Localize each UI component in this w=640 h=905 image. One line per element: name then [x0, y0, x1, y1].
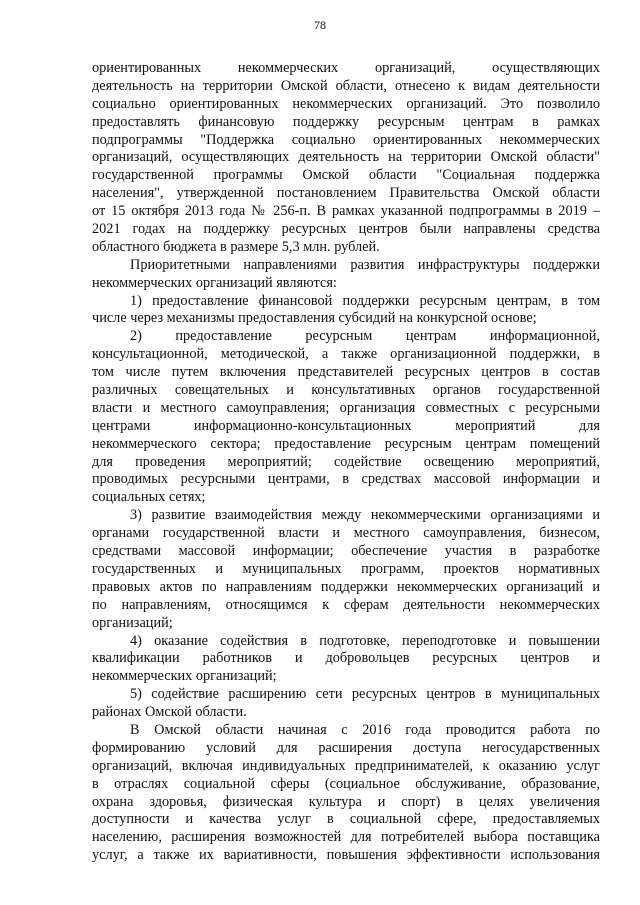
paragraph: [92, 293, 600, 329]
text-line: Приоритетными направлениями развития инфраструктуры поддержки: [130, 256, 600, 273]
text-line: областного бюджета в размере 5,3 млн. рублей.: [92, 238, 380, 255]
paragraph: [92, 60, 600, 257]
text-line: в отраслях социальной сферы (социальное обслуживание, образование,: [92, 775, 600, 792]
text-line: том числе путем включения представителей ресурсных центров в состав: [92, 364, 600, 381]
text-line: государственных и муниципальных программ, проектов нормативных: [92, 560, 600, 577]
text-line: доступности и качества услуг в социальной сфере, предоставляемых: [92, 811, 600, 828]
text-line: социально ориентированных некоммерческих организаций. Это позволило: [92, 95, 600, 112]
text-line: некоммерческого сектора; предоставление ресурсным центрам помещений: [92, 435, 600, 452]
page-number: 78: [314, 18, 326, 32]
text-line: 2021 годах на поддержку ресурсных центров были направлены средства: [92, 221, 600, 238]
text-line: власти и местного самоуправления; организация совместных с ресурсными: [92, 399, 600, 416]
text-line: по направлениям, относящимся к сферам деятельности некоммерческих: [92, 596, 600, 613]
text-line: центрами информационно-консультационных мероприятий для: [92, 417, 600, 434]
text-line: консультационной, методической, а также организационной поддержки, в: [92, 346, 600, 363]
text-line: 2) предоставление ресурсным центрам информационной,: [130, 328, 600, 345]
document-body: [92, 60, 600, 865]
text-line: некоммерческих организаций являются:: [92, 274, 337, 291]
text-line: социальных сетях;: [92, 489, 206, 506]
text-line: населения", утвержденной постановлением Правительства Омской области: [92, 185, 600, 202]
text-line: услуг, а также их вариативности, повышения эффективности использования: [92, 847, 600, 864]
paragraph: [92, 257, 600, 293]
text-line: районах Омской области.: [92, 704, 247, 721]
text-line: предоставлять финансовую поддержку ресурсным центрам в рамках: [92, 113, 600, 130]
text-line: квалификации работников и добровольцев ресурсных центров и: [92, 650, 600, 667]
text-line: числе через механизмы предоставления субсидий на конкурсной основе;: [92, 310, 537, 327]
text-line: населению, расширения возможностей для потребителей выбора поставщика: [92, 829, 600, 846]
text-line: охрана здоровья, физическая культура и спорт) в целях увеличения: [92, 793, 600, 810]
text-line: организаций;: [92, 614, 173, 631]
text-line: 5) содействие расширению сети ресурсных центров в муниципальных: [130, 686, 600, 703]
paragraph: [92, 633, 600, 687]
text-line: 3) развитие взаимодействия между некоммерческими организациями и: [130, 507, 600, 524]
text-line: различных совещательных и консультативных органов государственной: [92, 382, 600, 399]
text-line: организаций, осуществляющих деятельность на территории Омской области": [92, 149, 600, 166]
paragraph: [92, 722, 600, 865]
text-line: подпрограммы "Поддержка социально ориентированных некоммерческих: [92, 131, 600, 148]
text-line: проводимых ресурсными центрами, в средствах массовой информации и: [92, 471, 600, 488]
text-line: некоммерческих организаций;: [92, 668, 277, 685]
text-line: органами государственной власти и местного самоуправления, бизнесом,: [92, 525, 600, 542]
text-line: от 15 октября 2013 года № 256-п. В рамках указанной подпрограммы в 2019 –: [92, 203, 600, 220]
text-line: ориентированных некоммерческих организаций, осуществляющих: [92, 60, 600, 76]
text-line: для проведения мероприятий; содействие освещению мероприятий,: [92, 453, 600, 470]
text-line: 4) оказание содействия в подготовке, переподготовке и повышении: [130, 632, 600, 649]
text-line: правовых актов по направлениям поддержки некоммерческих организаций и: [92, 578, 600, 595]
text-line: организаций, включая индивидуальных предпринимателей, к оказанию услуг: [92, 757, 600, 774]
text-line: В Омской области начиная с 2016 года проводится работа по: [130, 721, 600, 738]
paragraph: [92, 507, 600, 632]
paragraph: [92, 328, 600, 507]
paragraph: [92, 686, 600, 722]
text-line: государственной программы Омской области "Социальная поддержка: [92, 167, 600, 184]
text-line: средствами массовой информации; обеспечение участия в разработке: [92, 543, 600, 560]
text-line: 1) предоставление финансовой поддержки ресурсным центрам, в том: [130, 292, 600, 309]
text-line: деятельность на территории Омской области, отнесено к видам деятельности: [92, 77, 600, 94]
text-line: формированию условий для расширения доступа негосударственных: [92, 739, 600, 756]
